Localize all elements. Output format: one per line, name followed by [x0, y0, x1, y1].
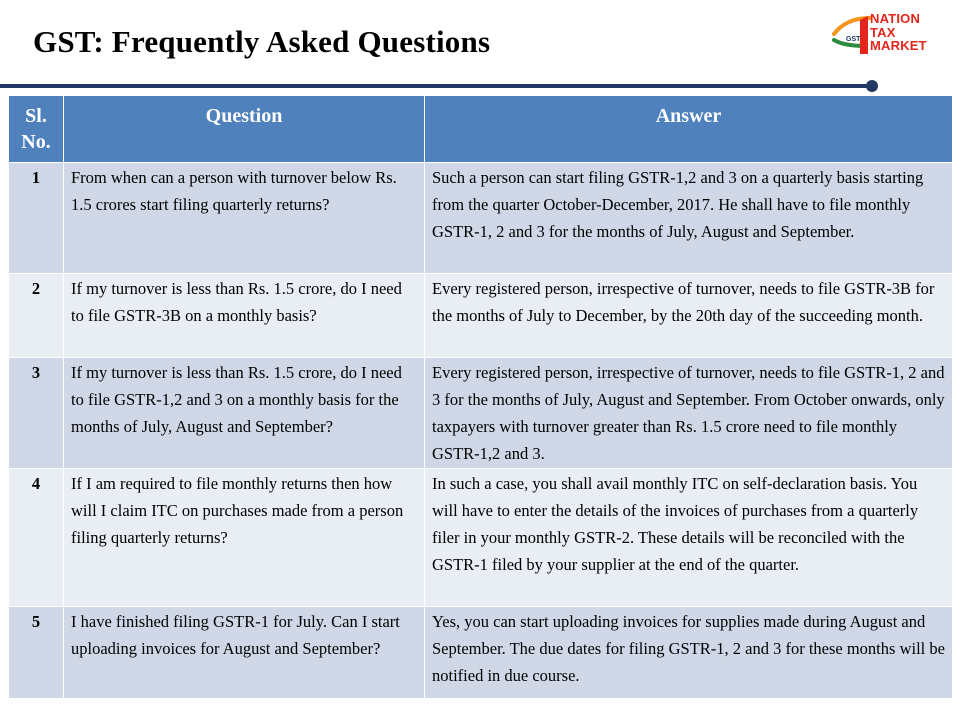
- title-divider: [0, 84, 872, 88]
- answer-cell: Yes, you can start uploading invoices for supplies made during August and September. The due dates for filing GSTR-1, 2 and 3 for these months will be notified in due course.: [425, 607, 953, 699]
- row-number: 1: [9, 163, 64, 274]
- table-row: [9, 274, 953, 358]
- question-cell: I have finished filing GSTR-1 for July. Can I start uploading invoices for August and September?: [64, 607, 425, 699]
- table-header-row: [9, 96, 953, 163]
- row-number: 3: [9, 358, 64, 469]
- header-answer: Answer: [425, 96, 953, 163]
- divider-end-dot: [866, 80, 878, 92]
- table-row: [9, 163, 953, 274]
- page-title: GST: Frequently Asked Questions: [33, 24, 491, 59]
- logo-badge: GST: [846, 36, 861, 43]
- row-number: 4: [9, 469, 64, 607]
- answer-cell: Every registered person, irrespective of turnover, needs to file GSTR-3B for the months of July to December, by the 20th day of the succeeding month.: [425, 274, 953, 358]
- question-cell: If my turnover is less than Rs. 1.5 crore, do I need to file GSTR-1,2 and 3 on a monthly basis for the months of July, August and September?: [64, 358, 425, 469]
- answer-cell: Every registered person, irrespective of turnover, needs to file GSTR-1, 2 and 3 for the months of July, August and September. From October onwards, only taxpayers with turnover greater than Rs. 1.5 crore need to file monthly GSTR-1,2 and 3.: [425, 358, 953, 469]
- header-sl-no: Sl. No.: [9, 96, 64, 163]
- question-cell: From when can a person with turnover below Rs. 1.5 crores start filing quarterly returns?: [64, 163, 425, 274]
- row-number: 5: [9, 607, 64, 699]
- question-cell: If my turnover is less than Rs. 1.5 crore, do I need to file GSTR-3B on a monthly basis?: [64, 274, 425, 358]
- answer-cell: In such a case, you shall avail monthly ITC on self-declaration basis. You will have to enter the details of the invoices of purchases from a quarterly filer in your monthly GSTR-2. These details will be reconciled with the GSTR-1 filed by your supplier at the end of the quarter.: [425, 469, 953, 607]
- table-row: [9, 607, 953, 699]
- logo-line-3: MARKET: [870, 38, 927, 53]
- header-question: Question: [64, 96, 425, 163]
- faq-table: [8, 95, 953, 699]
- table-row: [9, 358, 953, 469]
- nation-tax-market-logo: [832, 12, 956, 58]
- logo-line-2: TAX: [870, 24, 896, 40]
- row-number: 2: [9, 274, 64, 358]
- logo-line-1: NATION: [870, 11, 921, 26]
- question-cell: If I am required to file monthly returns then how will I claim ITC on purchases made from a person filing quarterly returns?: [64, 469, 425, 607]
- table-row: [9, 469, 953, 607]
- logo-wordmark: [870, 12, 927, 53]
- answer-cell: Such a person can start filing GSTR-1,2 and 3 on a quarterly basis starting from the quarter October-December, 2017. He shall have to file monthly GSTR-1, 2 and 3 for the months of July, August and September.: [425, 163, 953, 274]
